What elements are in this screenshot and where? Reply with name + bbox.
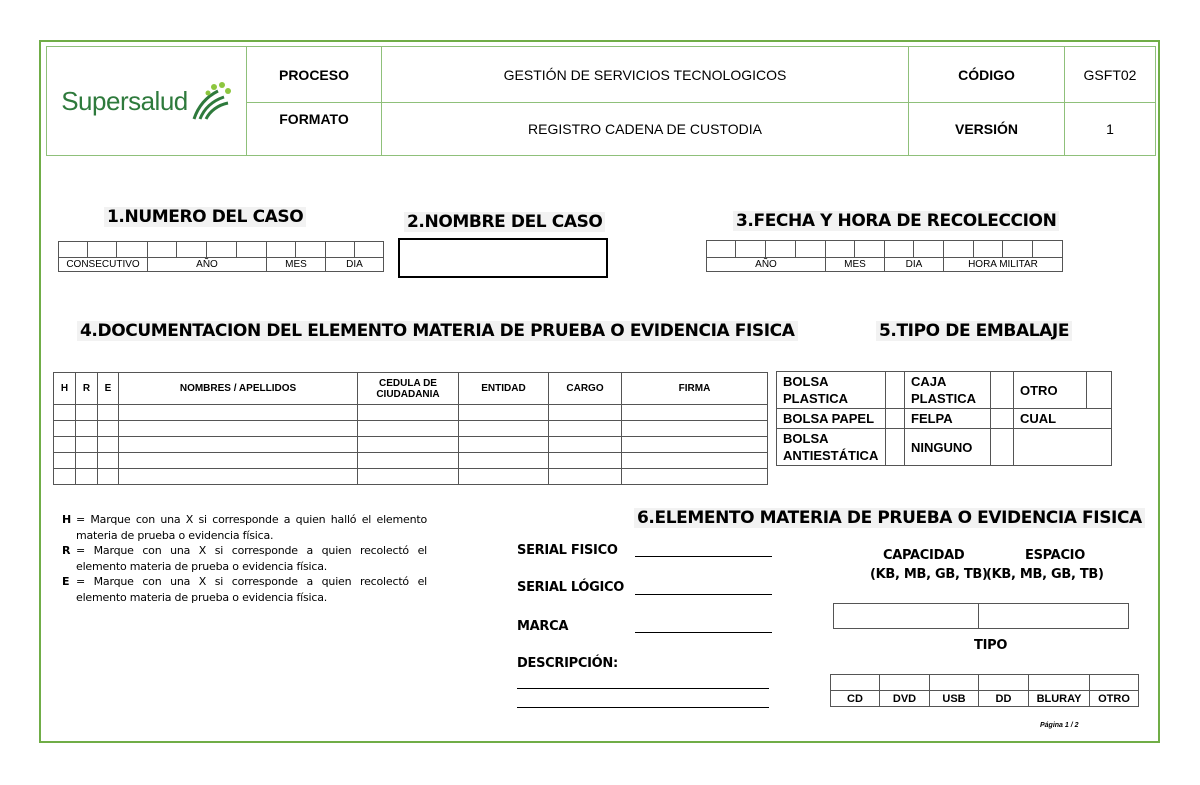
section5-title: 5.TIPO DE EMBALAJE [876, 321, 1072, 341]
case-name-field[interactable] [398, 238, 608, 278]
date-digit-cell[interactable] [826, 241, 855, 258]
cell-cedula[interactable] [358, 437, 459, 453]
dia-label: DIA [326, 258, 384, 272]
cell-h[interactable] [54, 469, 76, 485]
check-ninguno[interactable] [991, 429, 1014, 466]
cell-r[interactable] [76, 453, 98, 469]
case-number-grid [58, 241, 384, 272]
header-table [46, 46, 1156, 156]
version-label: VERSIÓN [909, 103, 1065, 156]
supersalud-logo [47, 79, 246, 123]
date-digit-cell[interactable] [885, 241, 914, 258]
table-row [54, 437, 768, 453]
formato-label: FORMATO [247, 103, 382, 156]
case-digit-cell[interactable] [177, 242, 207, 258]
cell-firma[interactable] [622, 453, 768, 469]
date-digit-cell[interactable] [914, 241, 944, 258]
cell-entidad[interactable] [459, 405, 549, 421]
cell-entidad[interactable] [459, 469, 549, 485]
proceso-label: PROCESO [247, 47, 382, 103]
serial-fisico-label: SERIAL FISICO [517, 543, 618, 558]
documentation-table [53, 372, 768, 485]
espacio-units: (KB, MB, GB, TB) [986, 567, 1104, 582]
fecha-mes-label: MES [826, 258, 885, 272]
section4-title: 4.DOCUMENTACION DEL ELEMENTO MATERIA DE PRUEBA O EVIDENCIA FISICA [77, 321, 798, 341]
case-digit-cell[interactable] [267, 242, 296, 258]
check-caja-plastica[interactable] [991, 372, 1014, 409]
packaging-table [776, 371, 1112, 466]
serial-fisico-field[interactable] [635, 556, 772, 557]
capacidad-field[interactable] [834, 604, 979, 629]
table-row [54, 453, 768, 469]
cell-cargo[interactable] [549, 453, 622, 469]
cell-nombres[interactable] [119, 405, 358, 421]
opt-otro: OTRO [1014, 372, 1087, 409]
table-row [54, 421, 768, 437]
section3-title: 3.FECHA Y HORA DE RECOLECCION [733, 211, 1059, 231]
cell-cargo[interactable] [549, 469, 622, 485]
tipo-check-dvd[interactable] [880, 675, 930, 691]
case-digit-cell[interactable] [207, 242, 237, 258]
section1-title: 1.NUMERO DEL CASO [104, 207, 306, 227]
cell-e[interactable] [98, 469, 119, 485]
case-digit-cell[interactable] [59, 242, 88, 258]
descripcion-label: DESCRIPCIÓN: [517, 656, 618, 671]
cell-cedula[interactable] [358, 405, 459, 421]
capacidad-units: (KB, MB, GB, TB) [870, 567, 988, 582]
col-r: R [76, 373, 98, 405]
marca-field[interactable] [635, 632, 772, 633]
tipo-otro: OTRO [1090, 691, 1139, 707]
tipo-check-cd[interactable] [831, 675, 880, 691]
cell-h[interactable] [54, 453, 76, 469]
case-digit-cell[interactable] [326, 242, 355, 258]
note-e: E = Marque con una X si corresponde a quien recolectó el elemento materia de prueba o evidencia física. [62, 575, 427, 604]
tipo-label: TIPO [974, 638, 1008, 653]
fecha-ano-label: AÑO [707, 258, 826, 272]
col-cedula: CEDULA DE CIUDADANIA [358, 373, 459, 405]
cell-cedula[interactable] [358, 421, 459, 437]
cell-cedula[interactable] [358, 469, 459, 485]
date-digit-cell[interactable] [766, 241, 796, 258]
case-digit-cell[interactable] [237, 242, 267, 258]
cell-entidad[interactable] [459, 453, 549, 469]
opt-caja-plastica: CAJA PLASTICA [905, 372, 991, 409]
capacity-space-boxes [833, 603, 1129, 629]
note-r: R = Marque con una X si corresponde a quien recolectó el elemento materia de prueba o evidencia física. [62, 544, 427, 573]
formato-value: REGISTRO CADENA DE CUSTODIA [382, 103, 909, 156]
cell-nombres[interactable] [119, 453, 358, 469]
date-digit-cell[interactable] [974, 241, 1003, 258]
descripcion-line-1[interactable] [517, 688, 769, 689]
cell-firma[interactable] [622, 405, 768, 421]
col-entidad: ENTIDAD [459, 373, 549, 405]
cell-e[interactable] [98, 405, 119, 421]
date-digit-cell[interactable] [855, 241, 885, 258]
col-firma: FIRMA [622, 373, 768, 405]
col-e: E [98, 373, 119, 405]
cell-nombres[interactable] [119, 469, 358, 485]
table-row [54, 405, 768, 421]
marca-label: MARCA [517, 619, 569, 634]
date-digit-cell[interactable] [1033, 241, 1063, 258]
case-digit-cell[interactable] [355, 242, 384, 258]
cell-firma[interactable] [622, 421, 768, 437]
codigo-value: GSFT02 [1065, 47, 1156, 103]
cell-cargo[interactable] [549, 421, 622, 437]
cual-field[interactable] [1014, 429, 1112, 466]
cell-firma[interactable] [622, 469, 768, 485]
cell-h[interactable] [54, 405, 76, 421]
check-otro[interactable] [1087, 372, 1112, 409]
cell-h[interactable] [54, 421, 76, 437]
tipo-dd: DD [979, 691, 1029, 707]
consecutivo-label: CONSECUTIVO [59, 258, 148, 272]
opt-bolsa-papel: BOLSA PAPEL [777, 409, 886, 429]
date-digit-cell[interactable] [1003, 241, 1033, 258]
opt-bolsa-plastica: BOLSA PLASTICA [777, 372, 886, 409]
table-row [54, 469, 768, 485]
opt-bolsa-antiestatica: BOLSA ANTIESTÁTICA [777, 429, 886, 466]
hora-militar-label: HORA MILITAR [944, 258, 1063, 272]
note-h: H = Marque con una X si corresponde a quien halló el elemento materia de prueba o evidencia física. [62, 513, 427, 542]
version-value: 1 [1065, 103, 1156, 156]
tipo-bluray: BLURAY [1029, 691, 1090, 707]
case-digit-cell[interactable] [296, 242, 326, 258]
tipo-check-otro[interactable] [1090, 675, 1139, 691]
tipo-check-bluray[interactable] [1029, 675, 1090, 691]
proceso-value: GESTIÓN DE SERVICIOS TECNOLOGICOS [382, 47, 909, 103]
section2-title: 2.NOMBRE DEL CASO [404, 212, 605, 232]
espacio-label: ESPACIO [1025, 548, 1085, 563]
check-felpa[interactable] [991, 409, 1014, 429]
cell-e[interactable] [98, 453, 119, 469]
cell-nombres[interactable] [119, 421, 358, 437]
case-digit-cell[interactable] [88, 242, 117, 258]
section6-title: 6.ELEMENTO MATERIA DE PRUEBA O EVIDENCIA FISICA [634, 508, 1145, 528]
opt-ninguno: NINGUNO [905, 429, 991, 466]
check-bolsa-antiestatica[interactable] [886, 429, 905, 466]
col-h: H [54, 373, 76, 405]
cell-e[interactable] [98, 421, 119, 437]
case-digit-cell[interactable] [117, 242, 148, 258]
codigo-label: CÓDIGO [909, 47, 1065, 103]
serial-logico-label: SERIAL LÓGICO [517, 580, 625, 595]
logo-cell [47, 47, 247, 156]
col-cargo: CARGO [549, 373, 622, 405]
opt-felpa: FELPA [905, 409, 991, 429]
check-bolsa-papel[interactable] [886, 409, 905, 429]
cell-cargo[interactable] [549, 405, 622, 421]
cell-r[interactable] [76, 405, 98, 421]
descripcion-line-2[interactable] [517, 707, 769, 708]
collection-date-grid [706, 240, 1063, 272]
date-digit-cell[interactable] [736, 241, 766, 258]
date-digit-cell[interactable] [707, 241, 736, 258]
cell-r[interactable] [76, 469, 98, 485]
cell-nombres[interactable] [119, 437, 358, 453]
espacio-field[interactable] [979, 604, 1129, 629]
opt-cual: CUAL [1014, 409, 1112, 429]
tipo-check-usb[interactable] [930, 675, 979, 691]
mes-label: MES [267, 258, 326, 272]
tipo-dvd: DVD [880, 691, 930, 707]
cell-e[interactable] [98, 437, 119, 453]
logo-text: Supersalud [61, 85, 188, 116]
date-digit-cell[interactable] [796, 241, 826, 258]
cell-entidad[interactable] [459, 437, 549, 453]
cell-r[interactable] [76, 421, 98, 437]
case-digit-cell[interactable] [148, 242, 177, 258]
ano-label: AÑO [148, 258, 267, 272]
tipo-table [830, 674, 1139, 707]
col-nombres: NOMBRES / APELLIDOS [119, 373, 358, 405]
tipo-check-dd[interactable] [979, 675, 1029, 691]
cell-r[interactable] [76, 437, 98, 453]
logo-mark-icon [188, 79, 232, 123]
tipo-cd: CD [831, 691, 880, 707]
fecha-dia-label: DIA [885, 258, 944, 272]
tipo-usb: USB [930, 691, 979, 707]
cell-entidad[interactable] [459, 421, 549, 437]
page-number: Página 1 / 2 [1040, 722, 1079, 729]
cell-firma[interactable] [622, 437, 768, 453]
cell-h[interactable] [54, 437, 76, 453]
cell-cedula[interactable] [358, 453, 459, 469]
serial-logico-field[interactable] [635, 594, 772, 595]
cell-cargo[interactable] [549, 437, 622, 453]
legend-notes [62, 512, 427, 605]
date-digit-cell[interactable] [944, 241, 974, 258]
capacidad-label: CAPACIDAD [883, 548, 965, 563]
check-bolsa-plastica[interactable] [886, 372, 905, 409]
